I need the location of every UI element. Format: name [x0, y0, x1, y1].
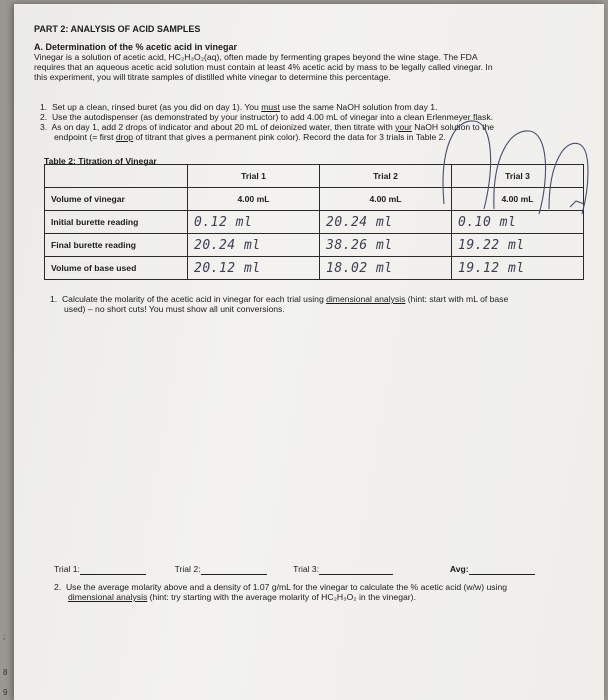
base-used-trial-2: 18.02 ml: [320, 257, 452, 280]
step-3-text-post: NaOH solution to the: [411, 122, 495, 132]
row-label-final-reading: Final burette reading: [45, 234, 188, 257]
intro-line-3: this experiment, you will titrate samples of distilled white vinegar to determine this percentage.: [34, 72, 391, 82]
step-3-cont-pre: endpoint (= first: [54, 132, 116, 142]
step-3-num: 3.: [40, 122, 48, 132]
q2-line2-post: (hint: try starting with the average molarity of HC₂H₃O₂ in the vinegar).: [147, 592, 416, 602]
step-3-text-em: your: [395, 122, 412, 132]
step-1-text-em: must: [261, 102, 280, 112]
final-reading-trial-3: 19.22 ml: [452, 234, 584, 257]
step-1-text-post: use the same NaOH solution from day 1.: [279, 102, 438, 112]
row-label-volume-vinegar: Volume of vinegar: [45, 188, 188, 211]
q1-line1-post: (hint: start with mL of base: [405, 294, 509, 304]
header-trial-3: Trial 3: [452, 165, 584, 188]
q2-line2-em: dimensional analysis: [68, 592, 148, 602]
q1-line2: used) – no short cuts! You must show all unit conversions.: [64, 304, 285, 314]
table-caption: Table 2: Titration of Vinegar: [44, 156, 157, 166]
header-trial-1: Trial 1: [188, 165, 320, 188]
final-reading-trial-2: 38.26 ml: [320, 234, 452, 257]
row-label-initial-reading: Initial burette reading: [45, 211, 188, 234]
header-corner: [45, 165, 188, 188]
step-3-cont-post: of titrant that gives a permanent pink color). Record the data for 3 trials in Table 2.: [133, 132, 446, 142]
answer-avg-label: Avg:: [449, 564, 469, 574]
vinegar-trial-2: 4.00 mL: [320, 188, 452, 211]
answer-trial-2-blank[interactable]: [201, 565, 267, 575]
answer-trial-3-blank[interactable]: [319, 565, 393, 575]
initial-reading-trial-1: 0.12 ml: [188, 211, 320, 234]
q2-line2: [68, 592, 416, 603]
step-3-text-pre: As on day 1, add 2 drops of indicator and about 20 mL of deionized water, then titrate with: [51, 122, 396, 132]
question-1: [50, 294, 508, 305]
base-used-trial-1: 20.12 ml: [188, 257, 320, 280]
answer-trial-1-blank[interactable]: [80, 565, 146, 575]
step-1-text-pre: Set up a clean, rinsed buret (as you did on day 1). You: [51, 102, 262, 112]
intro-line-2: requires that an aqueous acetic acid solution must contain at least 4% acetic acid by mass to be legally called vinegar. In: [34, 62, 493, 72]
edge-mark-2: 8: [3, 668, 8, 677]
header-trial-2: Trial 2: [320, 165, 452, 188]
answer-line: [54, 564, 584, 575]
table-row: [45, 257, 584, 280]
step-2-text: Use the autodispenser (as demonstrated by your instructor) to add 4.00 mL of vinegar into a clean Erlenmeyer flask.: [51, 112, 494, 122]
step-2-num: 2.: [40, 112, 48, 122]
initial-reading-trial-2: 20.24 ml: [320, 211, 452, 234]
answer-trial-3-label: Trial 3:: [293, 564, 320, 574]
row-label-volume-base: Volume of base used: [45, 257, 188, 280]
q2-line1: Use the average molarity above and a density of 1.07 g/mL for the vinegar to calculate the % acetic acid (w/w) using: [65, 582, 508, 592]
answer-trial-2-label: Trial 2:: [174, 564, 201, 574]
table-row: [45, 234, 584, 257]
step-3-cont-em: drop: [115, 132, 134, 142]
edge-mark-3: 9: [3, 688, 8, 697]
q1-line1-em: dimensional analysis: [326, 294, 406, 304]
q1-num: 1.: [50, 294, 58, 304]
section-title: A. Determination of the % acetic acid in vinegar: [34, 42, 238, 52]
pen-scribble-marks: [344, 109, 594, 219]
answer-trial-1-label: Trial 1:: [54, 564, 80, 574]
initial-reading-trial-3: 0.10 ml: [452, 211, 584, 234]
vinegar-trial-1: 4.00 mL: [188, 188, 320, 211]
intro-line-1: Vinegar is a solution of acetic acid, HC₂H₃O₂(aq), often made by fermenting grapes beyond the wine stage. The FDA: [34, 52, 478, 62]
q2-num: 2.: [54, 582, 62, 592]
worksheet-page: [14, 4, 604, 700]
final-reading-trial-1: 20.24 ml: [188, 234, 320, 257]
vinegar-trial-3: 4.00 mL: [452, 188, 584, 211]
step-1-num: 1.: [40, 102, 48, 112]
edge-mark-1: ;: [3, 632, 6, 641]
answer-avg-blank[interactable]: [469, 565, 535, 575]
question-2: [54, 582, 507, 593]
part-title: PART 2: ANALYSIS OF ACID SAMPLES: [34, 24, 201, 34]
base-used-trial-3: 19.12 ml: [452, 257, 584, 280]
q1-line1-pre: Calculate the molarity of the acetic acid in vinegar for each trial using: [61, 294, 327, 304]
